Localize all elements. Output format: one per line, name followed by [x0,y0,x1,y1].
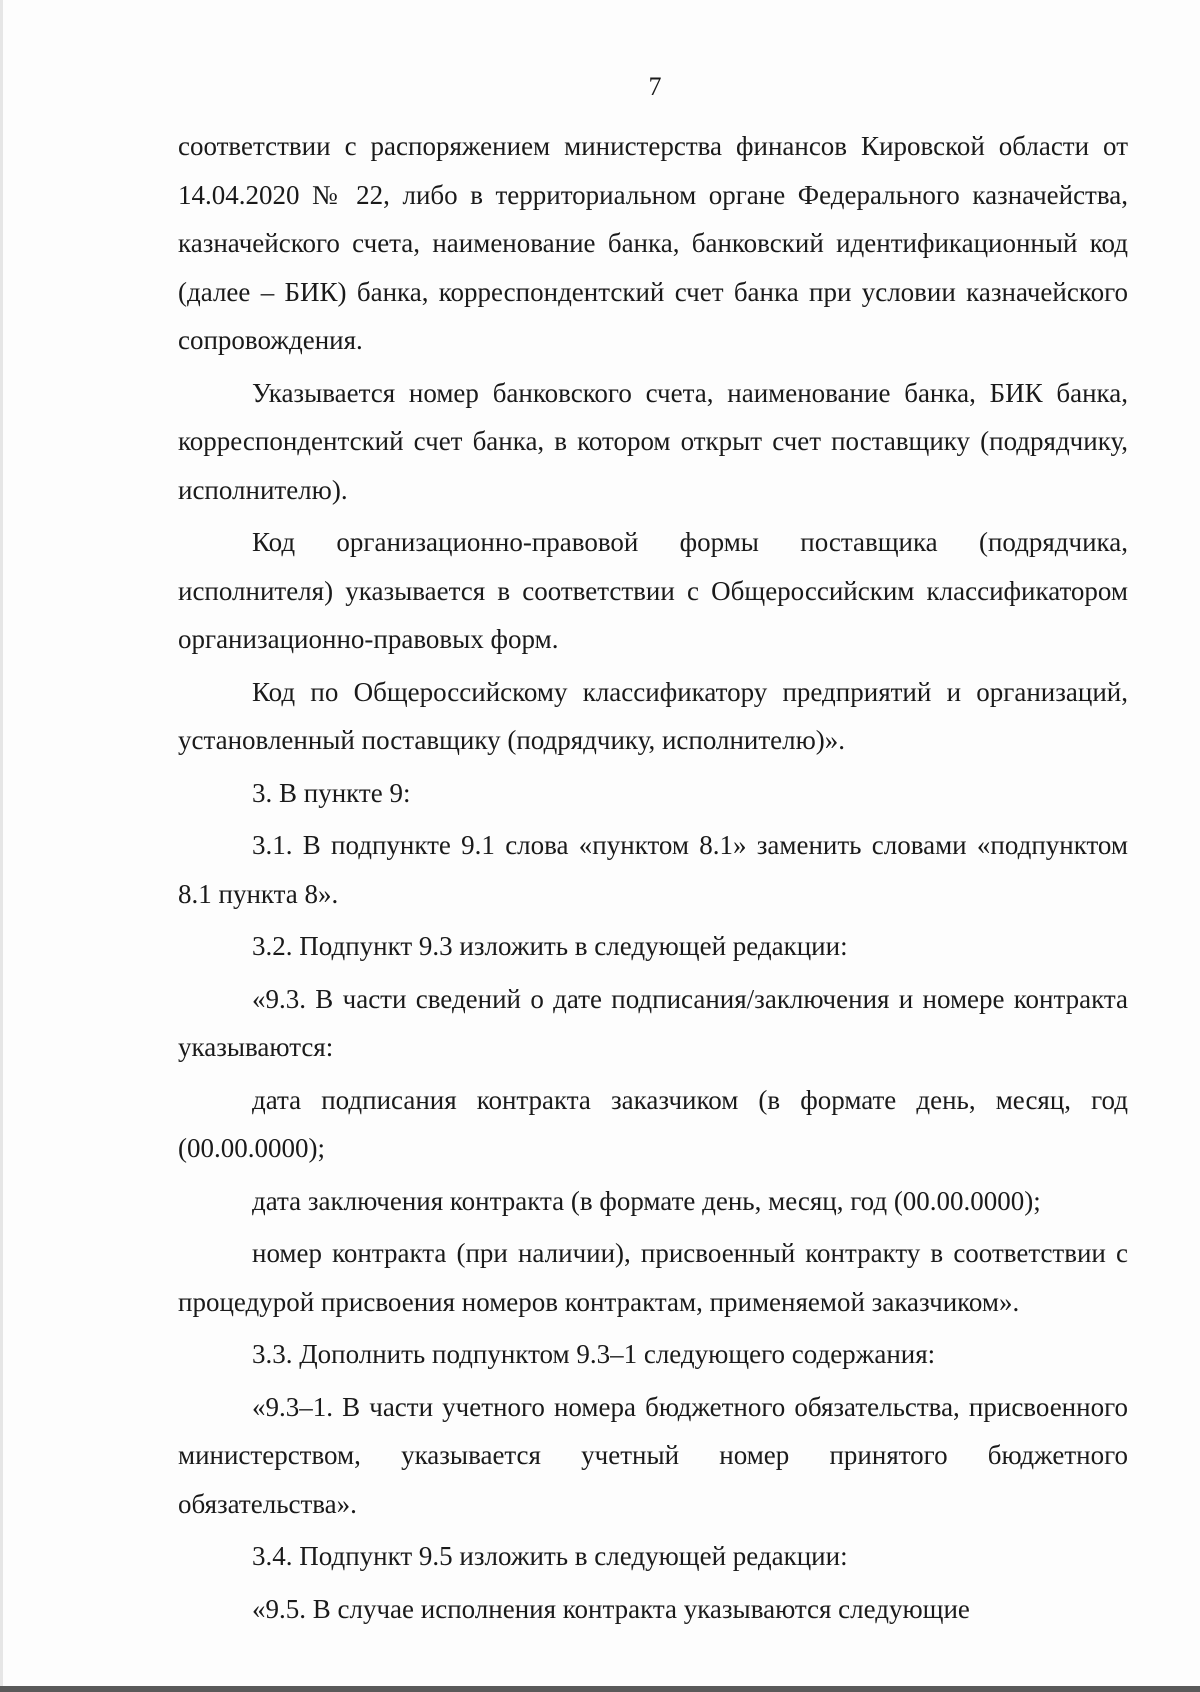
paragraph: 3.3. Дополнить подпунктом 9.3–1 следующего содержания: [252,1339,936,1369]
paragraph: дата заключения контракта (в формате день, месяц, год (00.00.0000); [252,1185,1041,1216]
paragraph: дата подписания контракта заказчиком (в формате день, месяц, год (00.00.0000); [178,1084,1128,1163]
paragraph: «9.3–1. В части учетного номера бюджетного обязательства, присвоенного министерством, указывается учетный номер принятого бюджетного обязательства». [178,1391,1128,1519]
scan-bottom-edge [0,1686,1200,1692]
document-body [178,122,1128,1637]
paragraph: Код организационно-правовой формы поставщика (подрядчика, исполнителя) указывается в соответствии с Общероссийским классификатором организационно-правовых форм. [178,527,1128,654]
page-number: 7 [648,72,662,101]
paragraph: Указывается номер банковского счета, наименование банка, БИК банка, корреспондентский счет банка, в котором открыт счет поставщику (подрядчику, исполнителю). [178,377,1128,505]
paragraph: Код по Общероссийскому классификатору предприятий и организаций, установленный поставщику (подрядчику, исполнителю)». [178,676,1128,755]
paragraph: «9.3. В части сведений о дате подписания/заключения и номере контракта указываются: [178,983,1128,1062]
paragraph: 3. В пункте 9: [252,777,411,808]
paragraph: 3.1. В подпункте 9.1 слова «пунктом 8.1» заменить словами «подпунктом 8.1 пункта 8». [178,830,1128,909]
paragraph: 3.2. Подпункт 9.3 изложить в следующей редакции: [252,931,848,961]
paragraph: соответствии с распоряжением министерства финансов Кировской области от 14.04.2020 № 22, либо в территориальном органе Федерального казначейства, казначейского счета, наименование банка, банковский идентификационный код (далее – БИК) банка, корреспондентский счет банка при условии казначейского сопровождения. [178,131,1128,355]
paragraph: номер контракта (при наличии), присвоенный контракту в соответствии с процедурой присвоения номеров контрактам, применяемой заказчиком». [178,1238,1128,1317]
paragraph: 3.4. Подпункт 9.5 изложить в следующей редакции: [252,1541,848,1571]
paragraph: «9.5. В случае исполнения контракта указываются следующие [252,1593,970,1624]
page-fold-shadow [0,0,3,1692]
